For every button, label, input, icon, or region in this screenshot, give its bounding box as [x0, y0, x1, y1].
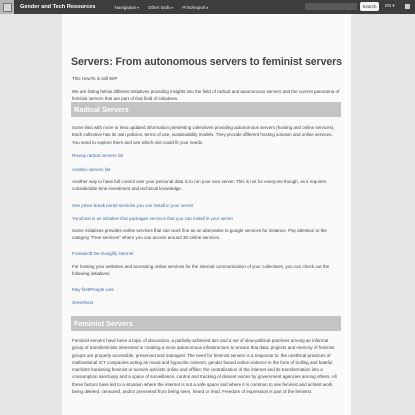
user-menu-icon[interactable] — [405, 4, 410, 9]
link-framasoft[interactable]: Framasoft De-Googlify internet — [72, 251, 134, 256]
link-autistici-servers[interactable]: Autistici servers list — [72, 167, 111, 172]
intro-paragraph: We are listing below different initiatives providing insights into the field of radical and autonomous servers and the current panorama of feminist servers that are part of that field of initiatives. — [72, 89, 340, 102]
language-label: EN — [385, 2, 392, 8]
wip-note: This HowTo is still WIP — [72, 76, 118, 81]
radical-paragraph-1: Some lists with more or less updated information presenting collectives providing autonomous servers (hosting and online services). Each collective has its own policies, terms of use, sustainability models. They provide different hosting solution and online services. You need to explore them and see which one could fit your needs. — [72, 125, 335, 145]
site-brand[interactable]: Gender and Tech Resources — [20, 4, 96, 10]
link-yunohost[interactable]: Yunohost is an initiative that packages services that you can install in your server — [72, 216, 234, 221]
page-content — [62, 14, 351, 415]
language-selector[interactable] — [385, 3, 395, 9]
link-may-first[interactable]: May first/People Link — [72, 287, 114, 292]
radical-paragraph-3: Some initiatives provides online services that can work fine as an alternative to google services for instance. Pay attention to the category "Free services" where you can access around 30 online services. — [72, 228, 327, 241]
nav-print-export-menu[interactable] — [182, 5, 208, 10]
section-heading-label: Radical Servers — [74, 105, 129, 114]
chevron-down-icon: ▾ — [171, 5, 174, 10]
search-button[interactable]: Search — [360, 2, 379, 11]
section-heading-feminist-servers — [71, 316, 341, 331]
top-navbar — [0, 0, 415, 14]
section-heading-radical-servers — [71, 102, 341, 117]
page-title: Servers: From autonomous servers to feminist servers — [71, 56, 342, 68]
nav-other-tools-menu[interactable] — [148, 5, 173, 10]
logo-icon — [3, 3, 12, 12]
radical-paragraph-2: Another way to have full control over your personal data is to run your own server. This is not for everyone though, as it requires considerable time investment and technical knowledge. — [72, 179, 327, 192]
nav-other-tools-label: Other tools — [147, 4, 171, 10]
section-heading-label: Feminist Servers — [74, 319, 133, 328]
site-logo[interactable] — [0, 0, 14, 14]
feminist-paragraph-1: Feminist servers have been a topic of discussion, a partially-achieved aim and a set of slow-political practices among an informal group of transfeminists interested in creating a more autonomous infrastructure to ensure that data, projects and memory of feminist groups are properly accessible, preserved and managed. The need for feminist servers is a response to: the unethical practices of multinational ICT companies acting as moral and hypocrite censors; gender based online violence in the form of trolling and hateful machists harassing feminist or women activists online and offline; the centralization of the internet and its transformation into a consumption sanctuary and a space of surveillance, control and tracking of dissent voices by government agencies among others. All these factors have led to a situation where the internet is not a safe space and where it is common to see feminist and activist work being deleted, censored, and/or prevented from being seen, heard or read. Freedom of expression is part of the feminist — [72, 338, 337, 395]
link-riseup-servers[interactable]: Riseup radical servers list — [72, 153, 124, 158]
nav-navigation-menu[interactable] — [114, 5, 138, 10]
chevron-down-icon: ▾ — [206, 5, 209, 10]
nav-print-export-label: Print/export — [182, 4, 206, 10]
nav-navigation-label: Navigation — [114, 4, 137, 10]
radical-paragraph-4: For hosting your websites and accessing online services for the internal communication of your collectives, you can check out the following initiatives: — [72, 264, 330, 277]
chevron-down-icon: ▾ — [392, 2, 395, 8]
link-greenhost[interactable]: Greenhost — [72, 300, 94, 305]
link-prism-break[interactable]: See prism-break portal services you can install in your server — [72, 203, 194, 208]
search-input[interactable] — [305, 3, 357, 10]
chevron-down-icon: ▾ — [137, 5, 139, 10]
